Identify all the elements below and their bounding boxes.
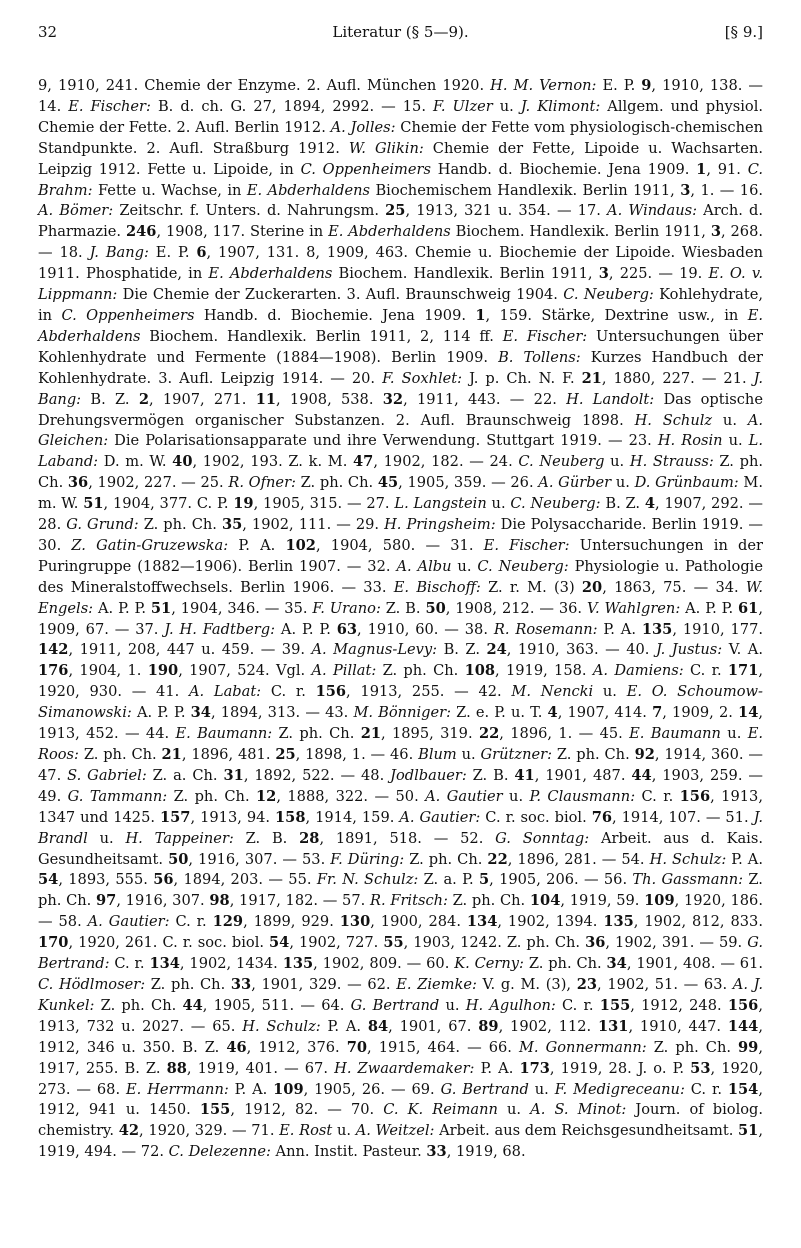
reference-list: 9, 1910, 241. Chemie der Enzyme. 2. Aufl. München 1920. H. M. Vernon: E. P. 9, 1910, 138. — 14. E. Fischer: B. d. ch. G. 27, 1894, 2992. — 15. F. Ulzer u. J. Klimont: Allgem. und physiol. Chemie der Fette. 2. Aufl. Berlin 1912. A. Jolles: Chemie der Fette vom physiologisch-chemischen Standpunkte. 2. Aufl. Straßburg 1912. W. Glikin: Chemie der Fette, Lipoide u. Wachsarten. Leipzig 1912. Fette u. Lipoide, in C. Oppenheimers Handb. d. Biochemie. Jena 1909. 1, 91. C. Brahm: Fette u. Wachse, in E. Abderhaldens Biochemischem Handlexik. Berlin 1911, 3, 1. — 16. A. Bömer: Zeitschr. f. Unters. d. Nahrungsm. 25, 1913, 321 u. 354. — 17. A. Windaus: Arch. d. Pharmazie. 246, 1908, 117. Sterine in E. Abderhaldens Biochem. Handlexik. Berlin 1911, 3, 268. — 18. J. Bang: E. P. 6, 1907, 131. 8, 1909, 463. Chemie u. Biochemie der Lipoide. Wiesbaden 1911. Phosphatide, in E. Abderhaldens Biochem. Handlexik. Berlin 1911, 3, 225. — 19. E. O. v. Lippmann: Die Chemie der Zuckerarten. 3. Aufl. Braunschweig 1904. C. Neuberg: Kohlehydrate, in C. Oppenheimers Handb. d. Biochemie. Jena 1909. 1, 159. Stärke, Dextrine usw., in E. Abderhaldens Biochem. Handlexik. Berlin 1911, 2, 114 ff. E. Fischer: Untersuchungen über Kohlenhydrate und Fermente (1884—1908). Berlin 1909. B. Tollens: Kurzes Handbuch der Kohlenhydrate. 3. Aufl. Leipzig 1914. — 20. F. Soxhlet: J. p. Ch. N. F. 21, 1880, 227. — 21. J. Bang: B. Z. 2, 1907, 271. 11, 1908, 538. 32, 1911, 443. — 22. H. Landolt: Das optische Drehungsvermögen organischer Substanzen. 2. Aufl. Braunschweig 1898. H. Schulz u. A. Gleichen: Die Polarisationsapparate und ihre Verwendung. Stuttgart 1919. — 23. H. Rosin u. L. Laband: D. m. W. 40, 1902, 193. Z. k. M. 47, 1902, 182. — 24. C. Neuberg u. H. Strauss: Z. ph. Ch. 36, 1902, 227. — 25. R. Ofner: Z. ph. Ch. 45, 1905, 359. — 26. A. Gürber u. D. Grünbaum: M. m. W. 51, 1904, 377. C. P. 19, 1905, 315. — 27. L. Langstein u. C. Neuberg: B. Z. 4, 1907, 292. — 28. G. Grund: Z. ph. Ch. 35, 1902, 111. — 29. H. Pringsheim: Die Polysaccharide. Berlin 1919. — 30. Z. Gatin-Gruzewska: P. A. 102, 1904, 580. — 31. E. Fischer: Untersuchungen in der Puringruppe (1882—1906). Berlin 1907. — 32. A. Albu u. C. Neuberg: Physiologie u. Pathologie des Mineralstoffwechsels. Berlin 1906. — 33. E. Bischoff: Z. r. M. (3) 20, 1863, 75. — 34. W. Engels: A. P. P. 51, 1904, 346. — 35. F. Urano: Z. B. 50, 1908, 212. — 36. V. Wahlgren: A. P. P. 61, 1909, 67. — 37. J. H. Fadtberg: A. P. P. 63, 1910, 60. — 38. R. Rosemann: P. A. 135, 1910, 177. 142, 1911, 208, 447 u. 459. — 39. A. Magnus-Levy: B. Z. 24, 1910, 363. — 40. J. Justus: V. A. 176, 1904, 1. 190, 1907, 524. Vgl. A. Pillat: Z. ph. Ch. 108, 1919, 158. A. Damiens: C. r. 171, 1920, 930. — 41. A. Labat: C. r. 156, 1913, 255. — 42. M. Nencki u. E. O. Schoumow-Simanowski: A. P. P. 34, 1894, 313. — 43. M. Bönniger: Z. e. P. u. T. 4, 1907, 414. 7, 1909, 2. 14, 1913, 452. — 44. E. Baumann: Z. ph. Ch. 21, 1895, 319. 22, 1896, 1. — 45. E. Baumann u. E. Roos: Z. ph. Ch. 21, 1896, 481. 25, 1898, 1. — 46. Blum u. Grützner: Z. ph. Ch. 92, 1914, 360. — 47. S. Gabriel: Z. a. Ch. 31, 1892, 522. — 48. Jodlbauer: Z. B. 41, 1901, 487. 44, 1903, 259. — 49. G. Tammann: Z. ph. Ch. 12, 1888, 322. — 50. A. Gautier u. P. Clausmann: C. r. 156, 1913, 1347 und 1425. 157, 1913, 94. 158, 1914, 159. A. Gautier: C. r. soc. biol. 76, 1914, 107. — 51. J. Brandl u. H. Tappeiner: Z. B. 28, 1891, 518. — 52. G. Sonntag: Arbeit. aus d. Kais. Gesundheitsamt. 50, 1916, 307. — 53. F. Düring: Z. ph. Ch. 22, 1896, 281. — 54. H. Schulz: P. A. 54, 1893, 555. 56, 1894, 203. — 55. Fr. N. Schulz: Z. a. P. 5, 1905, 206. — 56. Th. Gassmann: Z. ph. Ch. 97, 1916, 307. 98, 1917, 182. — 57. R. Fritsch: Z. ph. Ch. 104, 1919, 59. 109, 1920, 186. — 58. A. Gautier: C. r. 129, 1899, 929. 130, 1900, 284. 134, 1902, 1394. 135, 1902, 812, 833. 170, 1920, 261. C. r. soc. biol. 54, 1902, 727. 55, 1903, 1242. Z. ph. Ch. 36, 1902, 391. — 59. G. Bertrand: C. r. 134, 1902, 1434. 135, 1902, 809. — 60. K. Cerny: Z. ph. Ch. 34, 1901, 408. — 61. C. Hödlmoser: Z. ph. Ch. 33, 1901, 329. — 62. E. Ziemke: V. g. M. (3), 23, 1902, 51. — 63. A. J. Kunkel: Z. ph. Ch. 44, 1905, 511. — 64. G. Bertrand u. H. Agulhon: C. r. 155, 1912, 248. 156, 1913, 732 u. 2027. — 65. H. Schulz: P. A. 84, 1901, 67. 89, 1902, 112. 131, 1910, 447. 144, 1912, 346 u. 350. B. Z. 46, 1912, 376. 70, 1915, 464. — 66. M. Gonnermann: Z. ph. Ch. 99, 1917, 255. B. Z. 88, 1919, 401. — 67. H. Zwaardemaker: P. A. 173, 1919, 28. J. o. P. 53, 1920, 273. — 68. E. Herrmann: P. A. 109, 1905, 26. — 69. G. Bertrand u. F. Medigreceanu: C. r. 154, 1912, 941 u. 1450. 155, 1912, 82. — 70. C. K. Reimann u. A. S. Minot: Journ. of biolog. chemistry. 42, 1920, 329. — 71. E. Rost u. A. Weitzel: Arbeit. aus dem Reichsgesundheitsamt. 51, 1919, 494. — 72. C. Delezenne: Ann. Instit. Pasteur. 33, 1919, 68. bbox=[38, 77, 764, 1161]
running-header bbox=[38, 22, 763, 48]
section-marker: [§ 9.] bbox=[724, 23, 763, 41]
page-number: 32 bbox=[38, 23, 58, 41]
running-title: Literatur (§ 5—9). bbox=[332, 23, 469, 41]
